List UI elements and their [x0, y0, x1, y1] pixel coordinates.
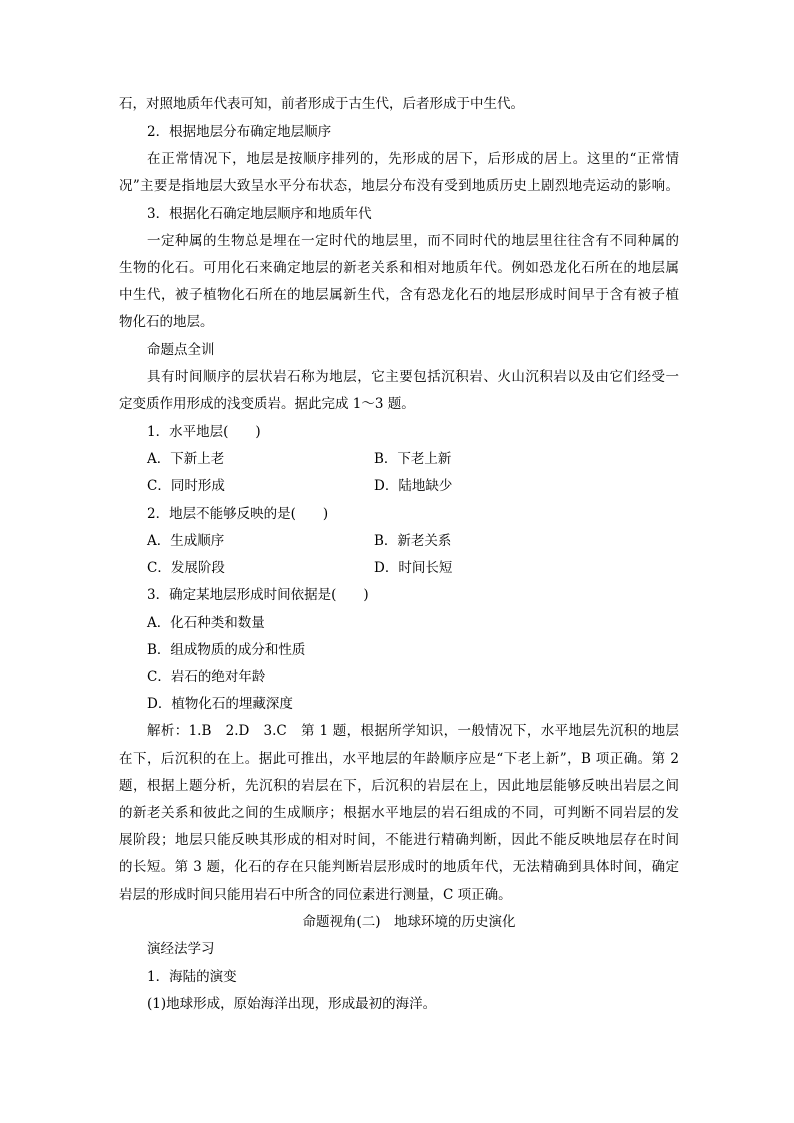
- option-a: A．化石种类和数量: [147, 615, 265, 631]
- option-a: A．生成顺序: [147, 533, 225, 549]
- text-line: 石，对照地质年代表可知，前者形成于古生代，后者形成于中生代。: [119, 96, 524, 112]
- text-line: 具有时间顺序的层状岩石称为地层，它主要包括沉积岩、火山沉积岩以及由它们经受一: [147, 369, 679, 385]
- section-heading: 命题点全训: [147, 342, 215, 358]
- option-c: C．发展阶段: [147, 560, 225, 576]
- explanation-line: 解析：1.B 2.D 3.C 第 1 题，根据所学知识，一般情况下，水平地层先沉积的地层: [147, 723, 679, 739]
- option-b: B．组成物质的成分和性质: [147, 642, 306, 658]
- explanation-line: 岩层的形成时间只能用岩石中所含的同位素进行测量，C 项正确。: [119, 887, 512, 903]
- option-d: D．植物化石的埋藏深度: [147, 696, 293, 712]
- text-line: 况”主要是指地层大致呈水平分布状态，地层分布没有受到地质历史上剧烈地壳运动的影响。: [119, 178, 679, 194]
- explanation-line: 题，根据上题分析，先沉积的岩层在下，后沉积的岩层在上，因此地层能够反映出岩层之间: [119, 778, 679, 794]
- subsection-heading: 演经法学习: [147, 941, 215, 957]
- text-line: 一定种属的生物总是埋在一定时代的地层里，而不同时代的地层里往往含有不同种属的: [147, 233, 679, 249]
- text-line: 生物的化石。可用化石来确定地层的新老关系和相对地质年代。例如恐龙化石所在的地层属: [119, 260, 679, 276]
- option-a: A．下新上老: [147, 451, 225, 467]
- explanation-line: 在下，后沉积的在上。据此可推出，水平地层的年龄顺序应是“下老上新”，B 项正确。第 2: [119, 751, 679, 767]
- option-c: C．同时形成: [147, 478, 225, 494]
- subsection-heading: 1．海陆的演变: [147, 969, 237, 985]
- question-3: 3．确定某地层形成时间依据是( ): [147, 587, 369, 603]
- text-line: 中生代，被子植物化石所在的地层属新生代，含有恐龙化石的地层形成时间早于含有被子植: [119, 287, 679, 303]
- explanation-line: 展阶段；地层只能反映其形成的相对时间，不能进行精确判断，因此不能反映地层存在时间: [119, 832, 679, 848]
- option-b: B．新老关系: [374, 533, 452, 549]
- text-line: (1)地球形成，原始海洋出现，形成最初的海洋。: [147, 996, 437, 1012]
- option-d: D．时间长短: [374, 560, 453, 576]
- question-2: 2．地层不能够反映的是( ): [147, 506, 329, 522]
- text-line: 物化石的地层。: [119, 314, 214, 330]
- option-d: D．陆地缺少: [374, 478, 453, 494]
- option-b: B．下老上新: [374, 451, 452, 467]
- section-heading: 3．根据化石确定地层顺序和地质年代: [147, 206, 372, 222]
- explanation-line: 的长短。第 3 题，化石的存在只能判断岩层形成时的地质年代，无法精确到具体时间，确定: [119, 859, 679, 875]
- option-c: C．岩石的绝对年龄: [147, 669, 266, 685]
- explanation-line: 的新老关系和彼此之间的生成顺序；根据水平地层的岩石组成的不同，可判断不同岩层的发: [119, 805, 679, 821]
- section-heading: 2．根据地层分布确定地层顺序: [147, 124, 332, 140]
- section-title: 命题视角(二) 地球环境的历史演化: [302, 914, 516, 930]
- text-line: 定变质作用形成的浅变质岩。据此完成 1～3 题。: [119, 396, 415, 412]
- question-1: 1．水平地层( ): [147, 424, 261, 440]
- text-line: 在正常情况下，地层是按顺序排列的，先形成的居下，后形成的居上。这里的“正常情: [147, 151, 679, 167]
